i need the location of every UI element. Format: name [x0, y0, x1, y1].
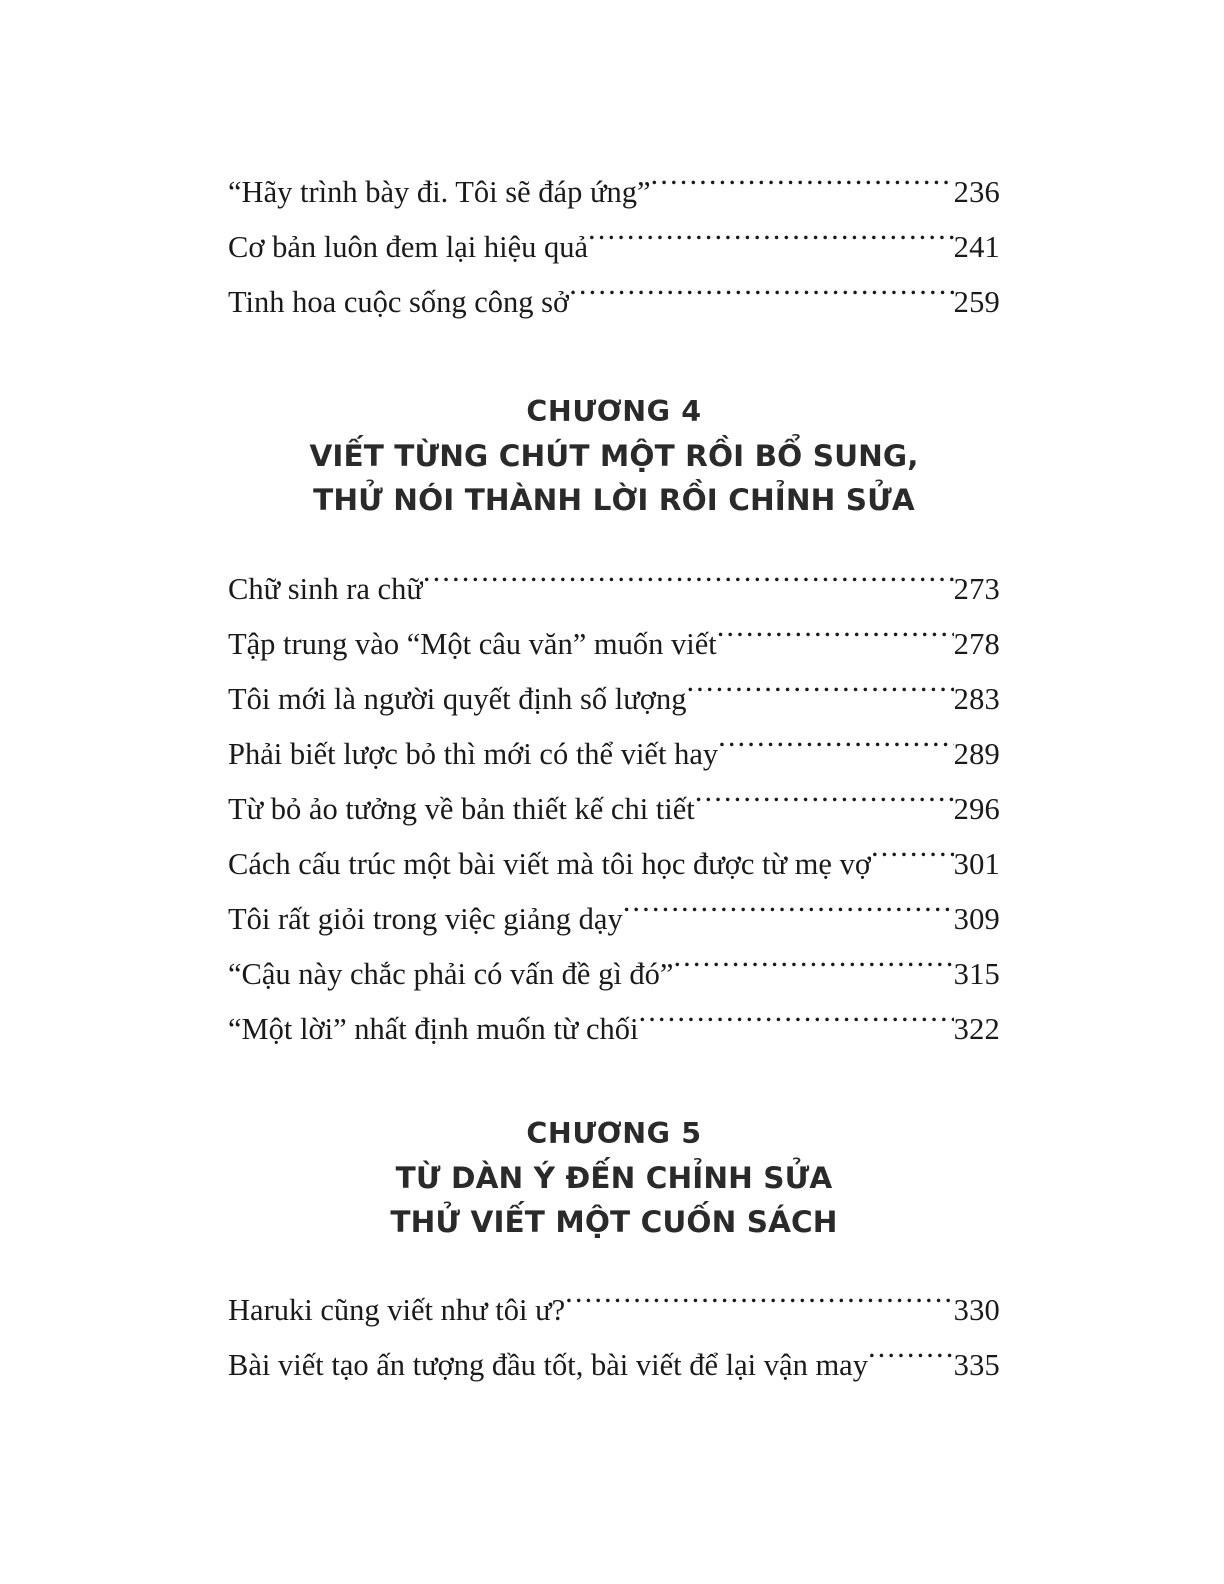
toc-entry[interactable] [228, 727, 1000, 782]
toc-leader-dots [588, 227, 954, 258]
toc-entry[interactable] [228, 220, 1000, 275]
chapter-4-title-line-1: VIẾT TỪNG CHÚT MỘT RỒI BỔ SUNG, [309, 439, 919, 473]
toc-leader-dots [871, 844, 954, 875]
toc-entry-page: 330 [953, 1293, 1000, 1327]
toc-entry-page: 315 [953, 957, 1000, 991]
toc-entry-page: 283 [953, 682, 1000, 716]
toc-entry[interactable] [228, 672, 1000, 727]
toc-leader-dots [717, 624, 954, 655]
toc-list-chapter-5 [228, 1283, 1000, 1393]
chapter-5-number: CHƯƠNG 5 [526, 1117, 702, 1150]
toc-entry-page: 296 [953, 792, 1000, 826]
toc-entry[interactable] [228, 617, 1000, 672]
toc-entry-page: 289 [953, 737, 1000, 771]
toc-entry[interactable] [228, 947, 1000, 1002]
toc-entry-page: 241 [953, 230, 1000, 264]
toc-leader-dots [695, 789, 954, 820]
toc-leader-dots [651, 172, 954, 203]
chapter-5-title-line-2: THỬ VIẾT MỘT CUỐN SÁCH [390, 1205, 838, 1239]
toc-entry-title: Cơ bản luôn đem lại hiệu quả [228, 230, 589, 264]
toc-leader-dots [638, 1009, 953, 1040]
toc-leader-dots [569, 282, 953, 313]
toc-entry-page: 301 [953, 847, 1000, 881]
toc-entry[interactable] [228, 1338, 1000, 1393]
toc-entry-page: 236 [953, 175, 1000, 209]
toc-leader-dots [686, 679, 953, 710]
toc-entry-title: Haruki cũng viết như tôi ư? [228, 1293, 566, 1327]
toc-entry-page: 278 [953, 627, 1000, 661]
toc-entry[interactable] [228, 892, 1000, 947]
toc-entry[interactable] [228, 562, 1000, 617]
toc-leader-dots [623, 899, 954, 930]
toc-list-chapter-4 [228, 562, 1000, 1057]
toc-leader-dots [868, 1345, 954, 1376]
toc-entry-title: Tập trung vào “Một câu văn” muốn viết [228, 627, 717, 661]
toc-entry[interactable] [228, 165, 1000, 220]
chapter-4-title-line-2: THỬ NÓI THÀNH LỜI RỒI CHỈNH SỬA [313, 483, 915, 517]
toc-entry[interactable] [228, 1002, 1000, 1057]
toc-entry-title: Cách cấu trúc một bài viết mà tôi học được từ mẹ vợ [228, 847, 871, 881]
toc-list-continued [228, 165, 1000, 330]
chapter-5-title-line-1: TỪ DÀN Ý ĐẾN CHỈNH SỬA [395, 1161, 833, 1195]
toc-leader-dots [673, 954, 953, 985]
toc-entry[interactable] [228, 782, 1000, 837]
toc-entry-page: 309 [953, 902, 1000, 936]
toc-entry-title: Chữ sinh ra chữ [228, 572, 423, 606]
toc-entry-title: “Một lời” nhất định muốn từ chối [228, 1012, 639, 1046]
toc-entry-title: Tôi rất giỏi trong việc giảng dạy [228, 902, 623, 936]
toc-entry-page: 322 [953, 1012, 1000, 1046]
toc-entry-title: Tinh hoa cuộc sống công sở [228, 285, 570, 319]
toc-entry[interactable] [228, 275, 1000, 330]
toc-entry-title: Tôi mới là người quyết định số lượng [228, 682, 687, 716]
toc-entry-page: 273 [953, 572, 1000, 606]
toc-entry-title: “Cậu này chắc phải có vấn đề gì đó” [228, 957, 674, 991]
chapter-4-number: CHƯƠNG 4 [526, 395, 702, 428]
toc-entry-title: Bài viết tạo ấn tượng đầu tốt, bài viết để lại vận may [228, 1348, 868, 1382]
toc-leader-dots [423, 569, 954, 600]
chapter-4-heading [168, 390, 1060, 522]
toc-leader-dots [718, 734, 954, 765]
toc-leader-dots [565, 1290, 954, 1321]
toc-entry-page: 259 [953, 285, 1000, 319]
toc-entry[interactable] [228, 837, 1000, 892]
toc-entry[interactable] [228, 1283, 1000, 1338]
toc-entry-page: 335 [953, 1348, 1000, 1382]
toc-entry-title: “Hãy trình bày đi. Tôi sẽ đáp ứng” [228, 175, 651, 209]
toc-entry-title: Từ bỏ ảo tưởng về bản thiết kế chi tiết [228, 792, 695, 826]
toc-entry-title: Phải biết lược bỏ thì mới có thể viết hay [228, 737, 719, 771]
chapter-5-heading [168, 1112, 1060, 1244]
